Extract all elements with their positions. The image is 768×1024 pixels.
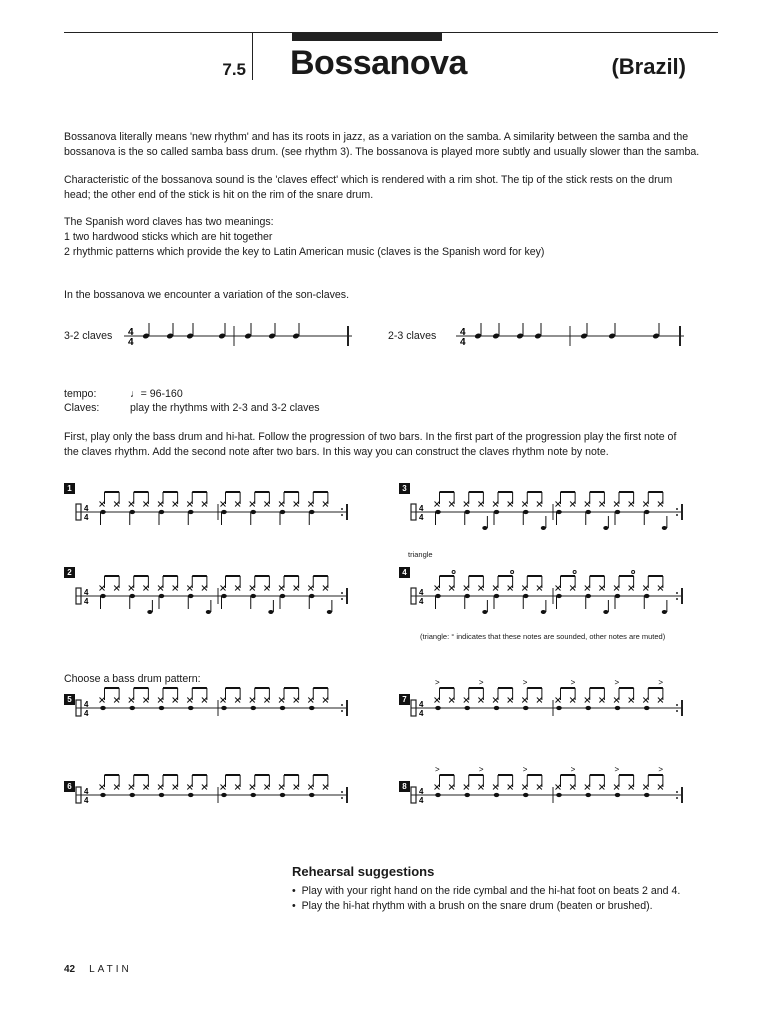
list-item: • Play the hi-hat rhythm with a brush on the snare drum (beaten or brushed). [292, 900, 653, 912]
svg-text:>: > [570, 678, 576, 687]
rehearsal-list [292, 884, 680, 914]
tempo-value: ♩= 96-160 [130, 388, 183, 400]
svg-text:4: 4 [460, 327, 466, 338]
exercise-number: 4 [399, 567, 410, 578]
claves-instruction-label: Claves: [64, 402, 100, 414]
triangle-label: triangle [408, 550, 433, 559]
svg-text:4: 4 [84, 787, 89, 796]
exercise-5-staff [64, 686, 354, 738]
svg-text:4: 4 [419, 709, 424, 718]
exercise-4-staff [399, 566, 689, 628]
quarter-note-icon: ♩ [130, 388, 141, 400]
svg-text:4: 4 [84, 513, 89, 522]
svg-text:>: > [435, 678, 440, 687]
son-claves-paragraph: In the bossanova we encounter a variation of the son-claves. [64, 289, 350, 301]
svg-text:>: > [614, 765, 620, 774]
svg-text:4: 4 [460, 337, 466, 348]
svg-text:>: > [658, 765, 664, 774]
exercise-number: 7 [399, 694, 410, 705]
exercise-7-staff [399, 678, 689, 738]
svg-text:>: > [478, 678, 484, 687]
claves-meanings: The Spanish word claves has two meanings: 1 two hardwood sticks which are hit together 2 rhythmic patterns which provide the key to Latin American music (claves is the Spanish word for key) [64, 216, 545, 258]
bass-pattern-heading: Choose a bass drum pattern: [64, 673, 201, 685]
page-number: 42 [64, 964, 76, 975]
country-label: (Brazil) [611, 54, 686, 79]
svg-text:4: 4 [128, 337, 134, 348]
svg-text:>: > [522, 678, 528, 687]
svg-text:4: 4 [84, 504, 89, 513]
svg-text:>: > [435, 765, 440, 774]
svg-text:4: 4 [84, 597, 89, 606]
claves-32-label: 3-2 claves [64, 330, 113, 342]
svg-text:4: 4 [419, 504, 424, 513]
exercise-number: 3 [399, 483, 410, 494]
svg-text:4: 4 [84, 796, 89, 805]
exercise-6-staff [64, 773, 354, 825]
svg-text:4: 4 [84, 700, 89, 709]
svg-text:4: 4 [419, 796, 424, 805]
exercise-number: 1 [64, 483, 75, 494]
tempo-label: tempo: [64, 388, 97, 400]
list-item: • Play with your right hand on the ride cymbal and the hi-hat foot on beats 2 and 4. [292, 885, 681, 897]
exercise-3-staff [399, 482, 689, 544]
exercise-number: 8 [399, 781, 410, 792]
characteristic-paragraph: Characteristic of the bossanova sound is the 'claves effect' which is rendered with a rim shot. The tip of the stick rests on the drum head; the other end of the stick is hit on the rim of the snare drum. [64, 174, 673, 201]
page-footer [64, 964, 132, 975]
triangle-note: (triangle: ° indicates that these notes are sounded, other notes are muted) [420, 632, 666, 641]
exercise-2-staff [64, 566, 354, 628]
claves-23-notation [456, 318, 686, 354]
svg-text:4: 4 [419, 700, 424, 709]
section-label: LATIN [89, 964, 132, 975]
svg-text:>: > [570, 765, 576, 774]
exercise-1-staff [64, 482, 354, 544]
svg-text:4: 4 [128, 327, 134, 338]
svg-text:4: 4 [419, 513, 424, 522]
claves-23-label: 2-3 claves [388, 330, 437, 342]
rehearsal-heading: Rehearsal suggestions [292, 864, 435, 879]
svg-text:4: 4 [84, 709, 89, 718]
title-bar [292, 32, 442, 41]
svg-text:4: 4 [84, 588, 89, 597]
claves-32-notation [124, 318, 354, 354]
page-title: Bossanova [290, 44, 467, 82]
exercise-number: 5 [64, 694, 75, 705]
svg-text:4: 4 [419, 597, 424, 606]
svg-text:4: 4 [419, 588, 424, 597]
exercise-number: 2 [64, 567, 75, 578]
header-divider [252, 32, 253, 80]
progression-paragraph: First, play only the bass drum and hi-hat. Follow the progression of two bars. In the first part of the progression play the first note of the claves rhythm. Add the second note after two bars. In this way you can construct the claves rhythm note by note. [64, 431, 677, 458]
exercise-8-staff [399, 765, 689, 825]
svg-text:>: > [614, 678, 620, 687]
claves-instruction-value: play the rhythms with 2-3 and 3-2 claves [130, 402, 320, 414]
section-number: 7.5 [222, 60, 246, 79]
svg-text:4: 4 [419, 787, 424, 796]
svg-text:>: > [658, 678, 664, 687]
intro-paragraph: Bossanova literally means 'new rhythm' and has its roots in jazz, as a variation on the samba. A similarity between the samba and the bossanova is the so called samba bass drum. (see rhythm 3). The bossanova is played more subtly and usually slower than the samba. [64, 131, 700, 158]
exercise-number: 6 [64, 781, 75, 792]
svg-text:>: > [478, 765, 484, 774]
svg-text:>: > [522, 765, 528, 774]
